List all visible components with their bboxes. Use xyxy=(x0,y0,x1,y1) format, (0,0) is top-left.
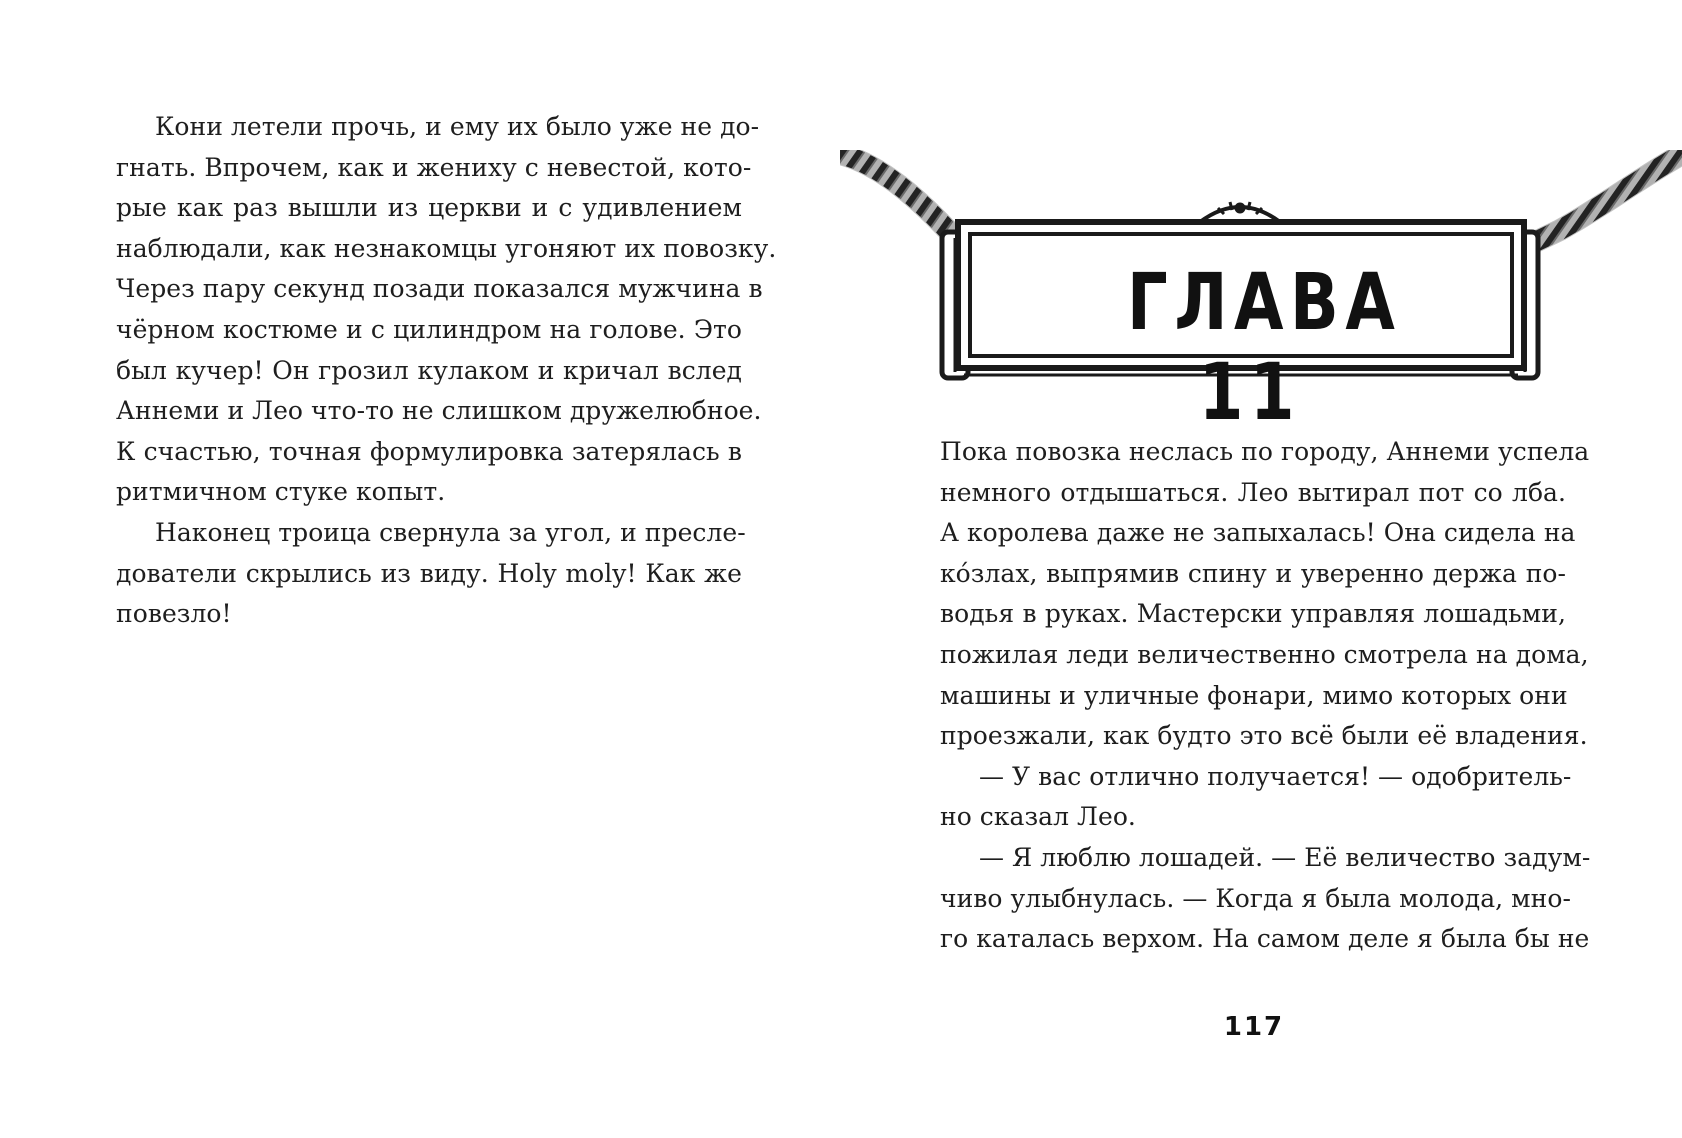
text-line: Аннеми и Лео что-то не слишком дружелюбное. xyxy=(116,396,762,426)
text-line: машины и уличные фонари, мимо которых они xyxy=(940,680,1568,710)
text-line: пожилая леди величественно смотрела на дома, xyxy=(940,639,1589,669)
text-line: повезло! xyxy=(116,599,232,629)
chapter-title: ГЛАВА 11 xyxy=(1127,258,1402,438)
left-page-text xyxy=(116,107,777,635)
text-line: чиво улыбнулась. — Когда я была молода, мно- xyxy=(940,883,1571,913)
text-line: проезжали, как будто это всё были её владения. xyxy=(940,721,1588,751)
text-line: Через пару секунд позади показался мужчина в xyxy=(116,274,763,304)
text-line: водья в руках. Мастерски управляя лошадьми, xyxy=(940,599,1566,629)
text-line: был кучер! Он грозил кулаком и кричал вслед xyxy=(116,355,742,385)
text-line: Наконец троица свернула за угол, и пресле- xyxy=(155,517,746,547)
text-line: А королева даже не запыхалась! Она сидела на xyxy=(940,518,1576,548)
text-line: рые как раз вышли из церкви и с удивлением xyxy=(116,193,742,223)
text-line: — У вас отлично получается! — одобритель- xyxy=(979,761,1572,791)
text-line: немного отдышаться. Лео вытирал пот со лба. xyxy=(940,477,1566,507)
page-number: 117 xyxy=(1223,1012,1285,1042)
text-line: ритмичном стуке копыт. xyxy=(116,477,446,507)
text-line: К счастью, точная формулировка затерялась в xyxy=(116,436,742,466)
text-line: го каталась верхом. На самом деле я была бы не xyxy=(940,924,1590,954)
text-line: наблюдали, как незнакомцы угоняют их повозку. xyxy=(116,233,777,263)
right-page-text xyxy=(940,432,1591,960)
text-line: Кони летели прочь, и ему их было уже не до- xyxy=(155,112,760,141)
text-line: — Я люблю лошадей. — Её величество задум- xyxy=(979,842,1591,872)
text-line: Пока повозка неслась по городу, Аннеми успела xyxy=(940,437,1590,466)
text-line: гнать. Впрочем, как и жениху с невестой, кото- xyxy=(116,152,752,182)
text-line: дователи скрылись из виду. Holy moly! Как же xyxy=(116,558,742,588)
text-line: ко́злах, выпрямив спину и уверенно держа по- xyxy=(940,558,1566,588)
text-line: но сказал Лео. xyxy=(940,802,1136,832)
text-line: чёрном костюме и с цилиндром на голове. Это xyxy=(116,314,742,344)
